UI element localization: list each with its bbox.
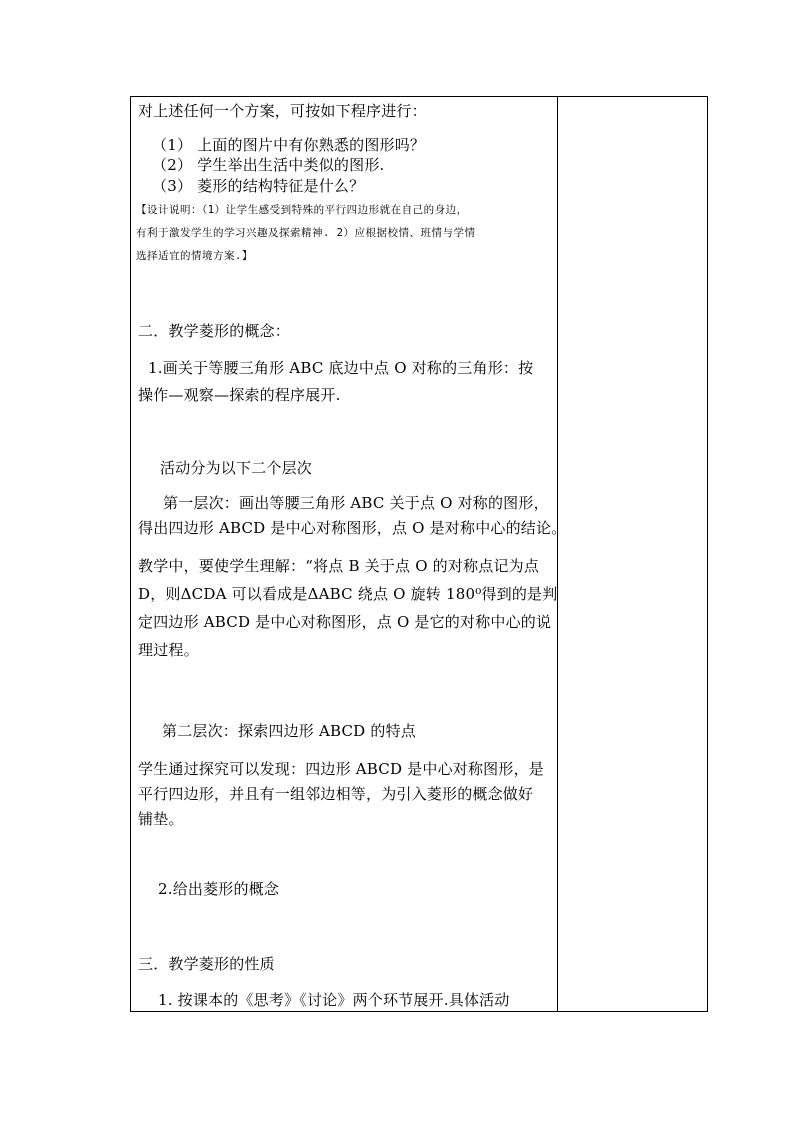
step-2: （2） 学生举出生活中类似的图形. [152,156,385,174]
lesson-table [130,96,708,1012]
content-cell [131,97,567,1011]
discovery-line-2: 平行四边形，并且有一组邻边相等，为引入菱形的概念做好 [138,785,534,803]
discovery-line-1: 学生通过探究可以发现：四边形 ABCD 是中心对称图形，是 [138,760,544,778]
section-2-title: 二．教学菱形的概念： [138,322,291,340]
activity-intro: 活动分为以下二个层次 [160,459,313,477]
level-2-text: 第二层次：探索四边形 ABCD 的特点 [162,722,416,740]
teaching-line-3: 定四边形 ABCD 是中心对称图形，点 O 是它的对称中心的说 [138,613,552,631]
level-1-line-2: 得出四边形 ABCD 是中心对称图形，点 O 是对称中心的结论。 [138,519,567,537]
step-3: （3） 菱形的结构特征是什么？ [152,177,365,195]
design-note-line-2: 有利于激发学生的学习兴趣及探索精神. 2）应根据校情、班情与学情 [136,227,476,239]
teaching-line-1: 教学中，要使学生理解：“将点 B 关于点 O 的对称点记为点 [138,557,540,575]
level-1-line-1: 第一层次：画出等腰三角形 ABC 关于点 O 对称的图形， [163,494,549,512]
section-3-title: 三．教学菱形的性质 [138,955,275,973]
item-1-line-2: 操作—观察—探索的程序展开. [138,386,341,404]
discovery-line-3: 铺垫。 [138,810,184,828]
design-note-line-1: 【设计说明：（1）让学生感受到特殊的平行四边形就在自己的身边， [136,204,468,216]
item-2-text: 2.给出菱形的概念 [158,880,280,898]
intro-text: 对上述任何一个方案，可按如下程序进行： [138,102,427,120]
item-1-line-1: 1.画关于等腰三角形 ABC 底边中点 O 对称的三角形：按 [148,359,534,377]
item-3-text: 1. 按课本的《思考》《讨论》两个环节展开.具体活动 [158,991,510,1009]
design-note-line-3: 选择适宜的情境方案.】 [136,250,253,262]
step-1: （1） 上面的图片中有你熟悉的图形吗？ [152,136,426,154]
column-divider [557,97,558,1011]
teaching-line-2: D，则ΔCDA 可以看成是ΔABC 绕点 O 旋转 180⁰得到的是判 [138,585,558,603]
teaching-line-4: 理过程。 [138,641,199,659]
